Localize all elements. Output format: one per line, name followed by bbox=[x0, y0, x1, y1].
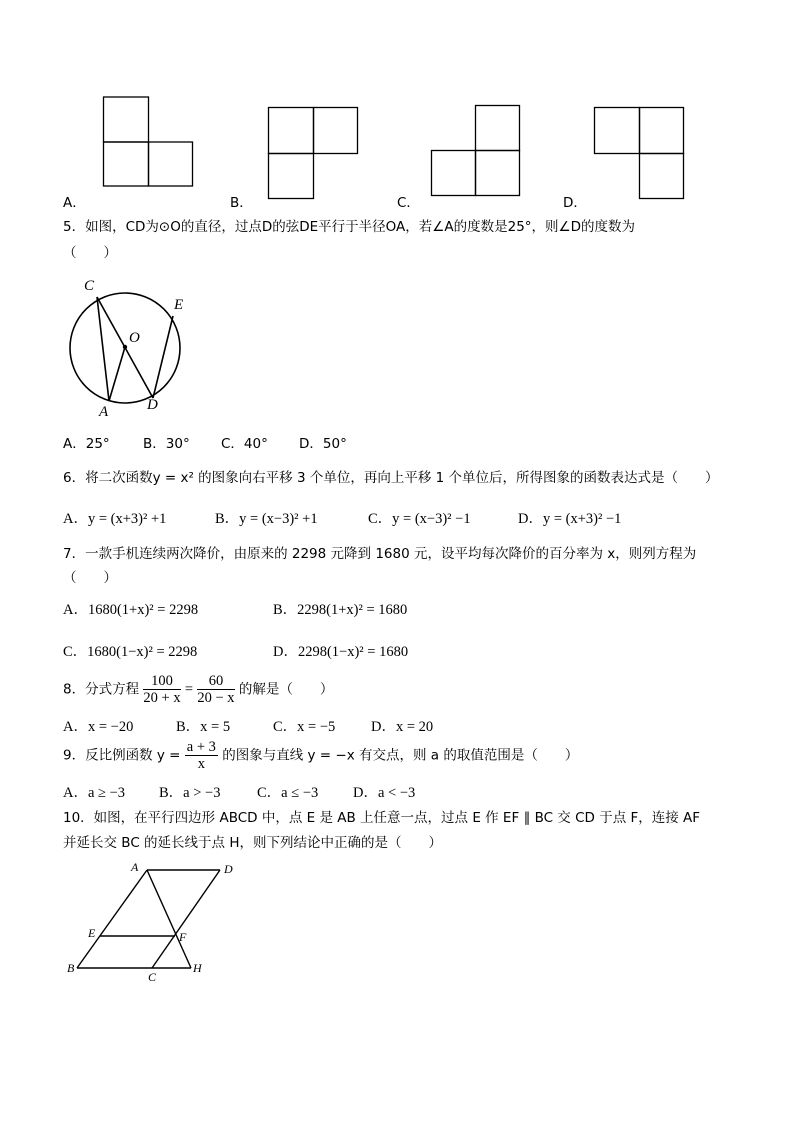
q4-figure-a bbox=[100, 96, 195, 188]
q5-label-o: O bbox=[129, 330, 140, 346]
q8-fraction-right bbox=[197, 673, 234, 706]
q6-option-a: A．y = (x+3)² +1 bbox=[63, 511, 167, 527]
q9-option-d: D．a < −3 bbox=[353, 785, 416, 801]
q9-option-a: A．a ≥ −3 bbox=[63, 785, 126, 801]
q9-frac-denominator: x bbox=[197, 756, 205, 772]
q4-figure-b bbox=[267, 106, 360, 200]
q5-label-c: C bbox=[84, 278, 95, 294]
q6-option-b: B．y = (x−3)² +1 bbox=[215, 511, 318, 527]
q10-label-e: E bbox=[88, 926, 96, 940]
q8-prefix: 8．分式方程 bbox=[63, 681, 140, 698]
q4-figure-c bbox=[430, 104, 523, 198]
q5-label-d: D bbox=[147, 397, 158, 413]
q9-stem bbox=[63, 739, 578, 772]
q7-option-d: D．2298(1−x)² = 1680 bbox=[273, 644, 409, 660]
q5-option-d: D．50° bbox=[299, 436, 347, 452]
q10-label-b: B bbox=[67, 961, 75, 975]
q9-suffix: 的图象与直线 y = −x 有交点，则 a 的取值范围是（ ） bbox=[222, 747, 579, 764]
q5-option-c: C．40° bbox=[221, 436, 268, 452]
q8-frac2-numerator: 60 bbox=[197, 673, 234, 690]
q4-option-c: C． bbox=[397, 195, 420, 211]
q6-option-c: C．y = (x−3)² −1 bbox=[368, 511, 471, 527]
q8-option-a: A．x = −20 bbox=[63, 719, 134, 735]
q7-option-a: A．1680(1+x)² = 2298 bbox=[63, 602, 199, 618]
q9-fraction bbox=[185, 739, 218, 772]
q7-option-c: C．1680(1−x)² = 2298 bbox=[63, 644, 198, 660]
q9-option-b: B．a > −3 bbox=[159, 785, 221, 801]
q7-stem-line2: （ ） bbox=[63, 570, 117, 586]
q5-label-a: A bbox=[99, 404, 109, 420]
q10-label-f: F bbox=[179, 930, 187, 944]
q5-option-a: A．25° bbox=[63, 436, 110, 452]
q5-stem-line1: 5．如图，CD为⊙O的直径，过点D的弦DE平行于半径OA，若∠A的度数是25°，则∠D的度数为 bbox=[63, 219, 636, 235]
q4-option-b: B． bbox=[230, 195, 253, 211]
q5-label-e: E bbox=[174, 297, 184, 313]
q10-label-d: D bbox=[224, 862, 233, 876]
q8-stem bbox=[63, 673, 333, 706]
q10-stem-line2: 并延长交 BC 的延长线于点 H，则下列结论中正确的是（ ） bbox=[63, 835, 442, 851]
q9-option-c: C．a ≤ −3 bbox=[257, 785, 319, 801]
q8-equals: = bbox=[184, 681, 194, 698]
q5-stem-line2: （ ） bbox=[63, 245, 117, 261]
q5-option-b: B．30° bbox=[143, 436, 190, 452]
q10-label-a: A bbox=[131, 860, 139, 874]
q8-frac1-numerator: 100 bbox=[143, 673, 180, 690]
q7-stem-line1: 7．一款手机连续两次降价，由原来的 2298 元降到 1680 元，设平均每次降价的百分率为 x，则列方程为 bbox=[63, 546, 697, 562]
q9-frac-numerator: a + 3 bbox=[186, 739, 216, 755]
q10-label-h: H bbox=[193, 961, 202, 975]
q8-option-d: D．x = 20 bbox=[371, 719, 434, 735]
q6-option-d: D．y = (x+3)² −1 bbox=[518, 511, 622, 527]
q4-option-a: A． bbox=[63, 195, 86, 211]
q8-option-b: B．x = 5 bbox=[176, 719, 231, 735]
q4-option-d: D． bbox=[563, 195, 587, 211]
q10-stem-line1: 10．如图，在平行四边形 ABCD 中，点 E 是 AB 上任意一点，过点 E 作 EF ∥ BC 交 CD 于点 F，连接 AF bbox=[63, 810, 701, 826]
q8-fraction-left bbox=[143, 673, 180, 706]
q7-option-b: B．2298(1+x)² = 1680 bbox=[273, 602, 408, 618]
q8-suffix: 的解是（ ） bbox=[238, 681, 334, 698]
q6-stem: 6．将二次函数y = x² 的图象向右平移 3 个单位，再向上平移 1 个单位后，所得图象的函数表达式是（ ） bbox=[63, 470, 719, 486]
q8-option-c: C．x = −5 bbox=[273, 719, 336, 735]
q8-frac1-denominator: 20 + x bbox=[143, 690, 181, 706]
q9-prefix: 9．反比例函数 y = bbox=[63, 747, 181, 764]
q10-parallelogram-figure bbox=[60, 860, 240, 985]
q4-figure-d bbox=[593, 106, 686, 200]
q10-label-c: C bbox=[148, 970, 157, 984]
q8-frac2-denominator: 20 − x bbox=[197, 690, 235, 706]
